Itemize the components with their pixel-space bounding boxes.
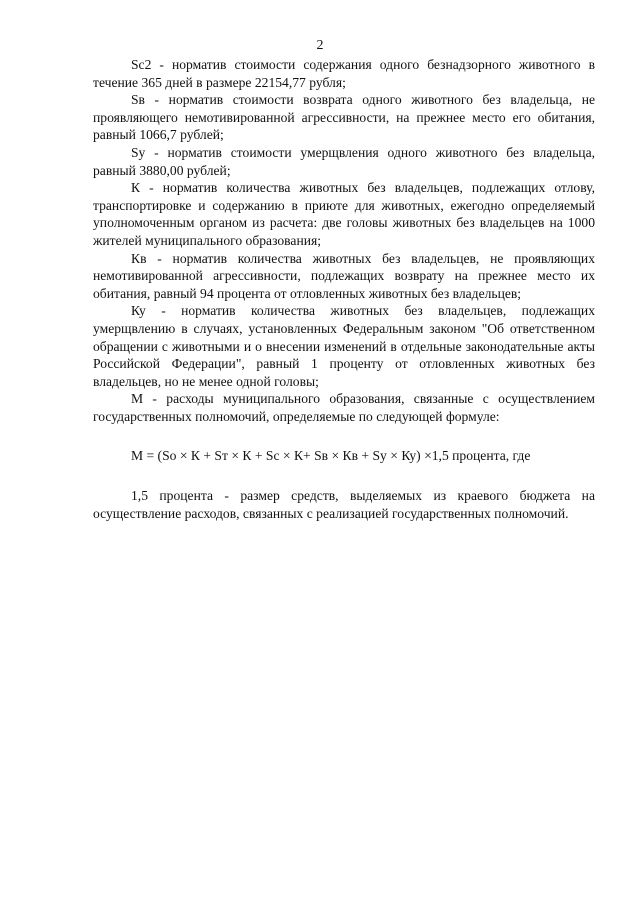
paragraph-kv: Кв - норматив количества животных без владельцев, не проявляющих немотивированной агрессивности, подлежащих возврату на прежнее место их обитания, равный 94 процента от отловленных животных без владельцев; bbox=[93, 250, 595, 301]
paragraph-sv: Sв - норматив стоимости возврата одного животного без владельца, не проявляющего немотивированной агрессивности, на прежнее место его обитания, равный 1066,7 рублей; bbox=[93, 92, 595, 143]
page-number: 2 bbox=[316, 38, 324, 53]
paragraph-note: 1,5 процента - размер средств, выделяемых из краевого бюджета на осуществление расходов, связанных с реализацией государственных полномочий. bbox=[93, 488, 595, 521]
paragraph-sy: Sy - норматив стоимости умерщвления одного животного без владельца, равный 3880,00 рублей; bbox=[93, 144, 595, 178]
paragraph-sc2: Sc2 - норматив стоимости содержания одного безнадзорного животного в течение 365 дней в размере 22154,77 рубля; bbox=[93, 57, 595, 90]
formula: М = (Sо × К + Sт × К + Sc × К+ Sв × Кв + Sy × Ку) ×1,5 процента, где bbox=[131, 448, 531, 464]
paragraph-k: К - норматив количества животных без владельцев, подлежащих отлову, транспортировке и содержанию в приюте для животных, ежегодно определяемый уполномоченным органом из расчета: две головы животных без владельцев на 1000 жителей муниципального образования; bbox=[93, 180, 595, 248]
paragraph-ky: Ку - норматив количества животных без владельцев, подлежащих умерщвлению в случаях, установленных Федеральным законом "Об ответственном обращении с животными и о внесении изменений в отдельные законодательные акты Российской Федерации", равный 1 проценту от отловленных животных без владельцев, но не менее одной головы; bbox=[93, 303, 595, 389]
document-body bbox=[93, 56, 595, 522]
paragraph-m: М - расходы муниципального образования, связанные с осуществлением государственных полномочий, определяемые по следующей формуле: bbox=[93, 391, 595, 424]
